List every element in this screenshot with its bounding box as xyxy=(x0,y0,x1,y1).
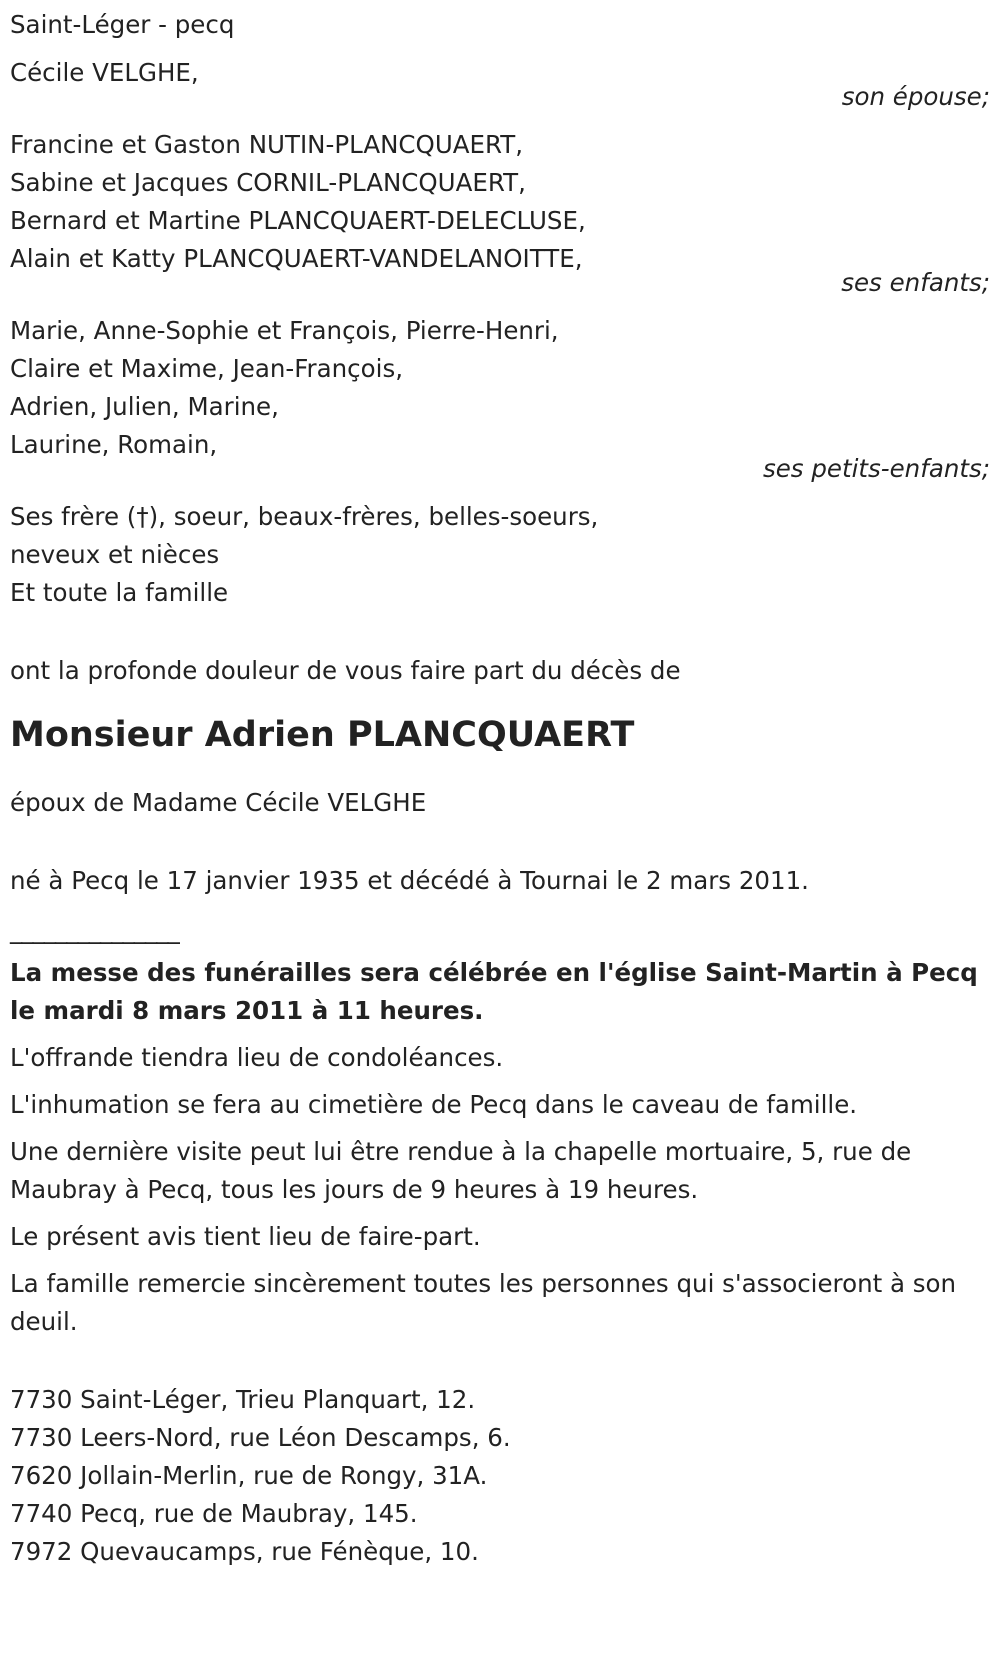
obituary-notice xyxy=(10,6,990,1571)
spouse-block xyxy=(10,54,990,116)
deceased-name: Monsieur Adrien PLANCQUAERT xyxy=(10,715,635,755)
child-line: Bernard et Martine PLANCQUAERT-DELECLUSE, xyxy=(10,206,586,235)
grandchild-line: Marie, Anne-Sophie et François, Pierre-Henri, xyxy=(10,316,559,345)
spouse-name: Cécile VELGHE, xyxy=(10,58,199,87)
grandchildren-block xyxy=(10,312,990,488)
funeral-visit: Une dernière visite peut lui être rendue à la chapelle mortuaire, 5, rue de Maubray à Pecq, tous les jours de 9 heures à 19 heures. xyxy=(10,1137,912,1204)
address-list xyxy=(10,1381,990,1571)
grandchild-line: Claire et Maxime, Jean-François, xyxy=(10,354,403,383)
funeral-notice: Le présent avis tient lieu de faire-part. xyxy=(10,1222,481,1251)
funeral-offering: L'offrande tiendra lieu de condoléances. xyxy=(10,1043,504,1072)
family-block xyxy=(10,498,990,612)
grandchildren-role: ses petits-enfants; xyxy=(762,454,990,483)
funeral-mass: La messe des funérailles sera célébrée en l'église Saint-Martin à Pecq le mardi 8 mars 2011 à 11 heures. xyxy=(10,958,978,1025)
address-item: 7620 Jollain-Merlin, rue de Rongy, 31A. xyxy=(10,1461,488,1490)
header-place: Saint-Léger - pecq xyxy=(10,10,235,39)
separator-line: _______________ xyxy=(10,915,179,944)
address-item: 7730 Saint-Léger, Trieu Planquart, 12. xyxy=(10,1385,476,1414)
child-line: Francine et Gaston NUTIN-PLANCQUAERT, xyxy=(10,130,523,159)
family-line: Et toute la famille xyxy=(10,578,229,607)
deceased-spouse-line: époux de Madame Cécile VELGHE xyxy=(10,788,427,817)
spouse-role: son épouse; xyxy=(841,82,990,111)
grandchild-line: Laurine, Romain, xyxy=(10,430,218,459)
family-line: Ses frère (†), soeur, beaux-frères, belles-soeurs, xyxy=(10,502,599,531)
deceased-dates: né à Pecq le 17 janvier 1935 et décédé à Tournai le 2 mars 2011. xyxy=(10,866,809,895)
announcement-text: ont la profonde douleur de vous faire part du décès de xyxy=(10,656,681,685)
address-item: 7740 Pecq, rue de Maubray, 145. xyxy=(10,1499,418,1528)
child-line: Alain et Katty PLANCQUAERT-VANDELANOITTE, xyxy=(10,244,583,273)
family-line: neveux et nièces xyxy=(10,540,220,569)
children-block xyxy=(10,126,990,302)
funeral-thanks: La famille remercie sincèrement toutes les personnes qui s'associeront à son deuil. xyxy=(10,1269,957,1336)
child-line: Sabine et Jacques CORNIL-PLANCQUAERT, xyxy=(10,168,526,197)
children-role: ses enfants; xyxy=(841,268,990,297)
address-item: 7730 Leers-Nord, rue Léon Descamps, 6. xyxy=(10,1423,511,1452)
funeral-burial: L'inhumation se fera au cimetière de Pecq dans le caveau de famille. xyxy=(10,1090,858,1119)
address-item: 7972 Quevaucamps, rue Fénèque, 10. xyxy=(10,1537,479,1566)
grandchild-line: Adrien, Julien, Marine, xyxy=(10,392,279,421)
